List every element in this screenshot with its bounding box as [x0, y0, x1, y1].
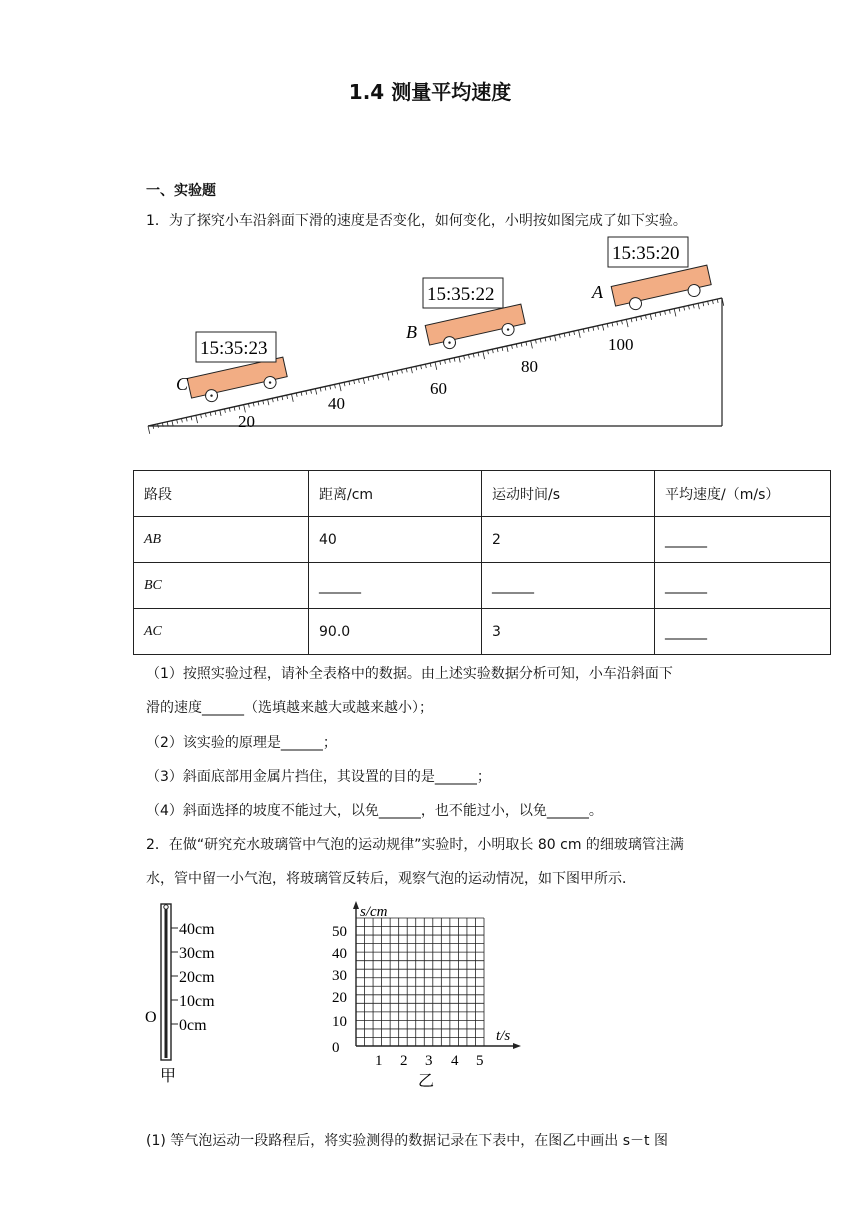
q1-data-table [133, 470, 831, 655]
row-bc-segment: BC [134, 563, 309, 609]
scale-label-40: 40 [328, 394, 345, 413]
row-ab-speed: ______ [655, 517, 831, 563]
clock-b: 15:35:22 [427, 284, 495, 305]
tube-caption: 甲 [160, 1068, 177, 1085]
row-ac-time: 3 [482, 609, 655, 655]
clock-c: 15:35:23 [200, 338, 268, 359]
row-bc-distance: ______ [309, 563, 482, 609]
q2-sub1: (1) 等气泡运动一段路程后，将实验测得的数据记录在下表中，在图乙中画出 s－t 图 [146, 1133, 668, 1149]
q1-sub1a: （1）按照实验过程，请补全表格中的数据。由上述实验数据分析可知，小车沿斜面下 [146, 666, 673, 682]
q1-stem: 1．为了探究小车沿斜面下滑的速度是否变化，如何变化，小明按如图完成了如下实验。 [146, 213, 687, 229]
page-title: 1.4 测量平均速度 [348, 80, 512, 104]
q1-sub3: （3）斜面底部用金属片挡住，其设置的目的是______； [146, 769, 491, 785]
q2-stem-a: 2．在做“研究充水玻璃管中气泡的运动规律”实验时，小明取长 80 cm 的细玻璃管注满 [146, 837, 684, 853]
row-bc-time: ______ [482, 563, 655, 609]
tube-label-20cm: 20cm [179, 969, 215, 986]
incline-figure [140, 236, 730, 436]
graph-caption: 乙 [418, 1073, 435, 1090]
clock-a: 15:35:20 [612, 243, 680, 264]
q1-sub4: （4）斜面选择的坡度不能过大，以免______，也不能过小，以免______。 [146, 803, 603, 819]
header-time: 运动时间/s [482, 471, 655, 517]
graph-x-axis-label: t/s [496, 1028, 511, 1044]
graph-y-tick-10: 10 [332, 1014, 347, 1030]
tube-label-30cm: 30cm [179, 945, 215, 962]
graph-y-tick-0: 0 [332, 1040, 340, 1056]
header-segment: 路段 [134, 471, 309, 517]
point-a-label: A [592, 282, 603, 302]
row-ab-time: 2 [482, 517, 655, 563]
table-row [134, 609, 831, 655]
q2-stem-b: 水，管中留一小气泡，将玻璃管反转后，观察气泡的运动情况，如下图甲所示． [146, 871, 636, 887]
scale-label-60: 60 [430, 379, 447, 398]
row-ab-distance: 40 [309, 517, 482, 563]
graph-y-tick-20: 20 [332, 990, 347, 1006]
tube-label-40cm: 40cm [179, 921, 215, 938]
graph-x-tick-1: 1 [375, 1053, 383, 1069]
row-bc-speed: ______ [655, 563, 831, 609]
scale-label-20: 20 [238, 412, 255, 431]
scale-label-100: 100 [608, 335, 634, 354]
tube-figure [140, 898, 240, 1088]
table-header-row [134, 471, 831, 517]
graph-y-tick-30: 30 [332, 968, 347, 984]
table-row [134, 563, 831, 609]
scale-label-80: 80 [521, 357, 538, 376]
graph-x-tick-5: 5 [476, 1053, 484, 1069]
graph-x-tick-3: 3 [425, 1053, 433, 1069]
section-heading: 一、实验题 [146, 183, 216, 199]
tube-origin-label: O [145, 1009, 157, 1026]
cart-a [611, 265, 713, 314]
point-c-label: C [176, 374, 189, 394]
tube-label-10cm: 10cm [179, 993, 215, 1010]
row-ac-distance: 90.0 [309, 609, 482, 655]
header-distance: 距离/cm [309, 471, 482, 517]
point-b-label: B [406, 322, 417, 342]
graph-x-tick-2: 2 [400, 1053, 408, 1069]
row-ac-segment: AC [134, 609, 309, 655]
tube-label-0cm: 0cm [179, 1017, 207, 1034]
st-graph [318, 898, 528, 1093]
q1-sub2: （2）该实验的原理是______； [146, 735, 337, 751]
graph-y-axis-label: s/cm [360, 904, 388, 920]
graph-y-tick-50: 50 [332, 924, 347, 940]
table-row [134, 517, 831, 563]
graph-x-tick-4: 4 [451, 1053, 459, 1069]
row-ab-segment: AB [134, 517, 309, 563]
row-ac-speed: ______ [655, 609, 831, 655]
graph-y-tick-40: 40 [332, 946, 347, 962]
header-speed: 平均速度/（m/s） [655, 471, 831, 517]
q1-sub1b: 滑的速度______（选填越来越大或越来越小）； [146, 700, 433, 716]
